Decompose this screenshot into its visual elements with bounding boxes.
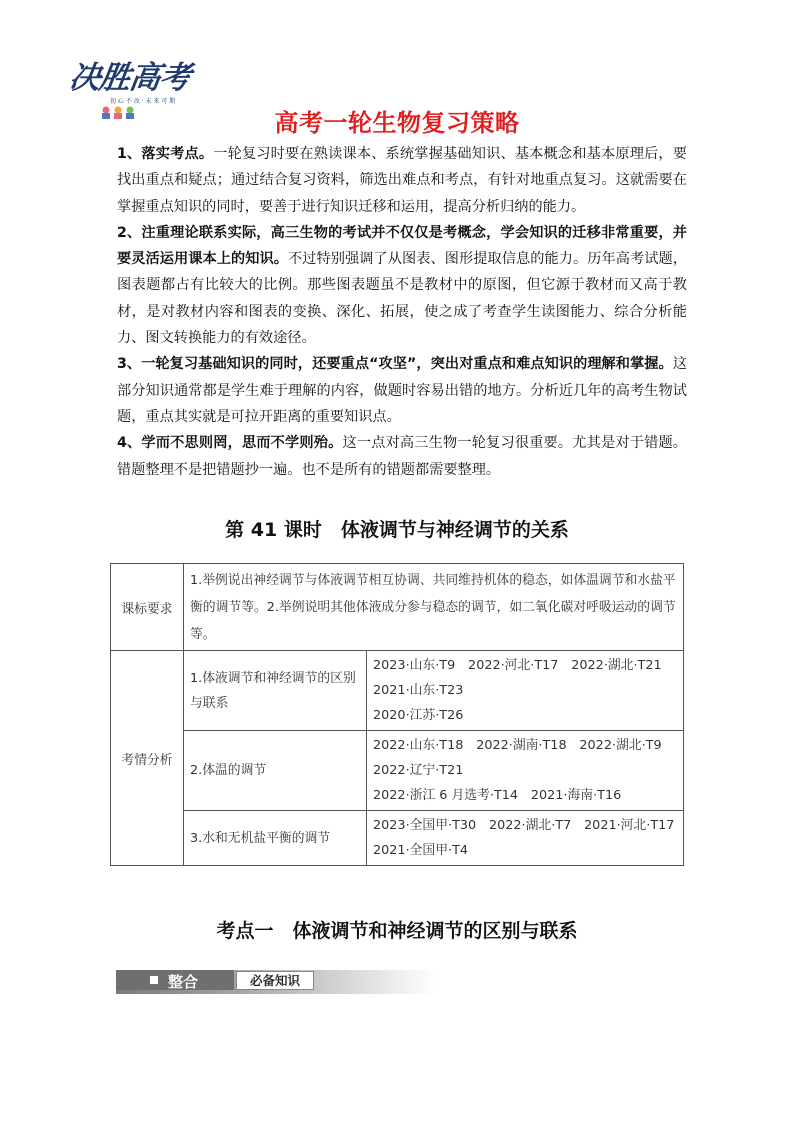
- table-cell-exams: [367, 651, 684, 731]
- section-bar-label: 整合: [168, 973, 199, 991]
- section-bar-tag: 必备知识: [236, 971, 314, 990]
- table-cell-topic: 1.体液调节和神经调节的区别与联系: [184, 651, 367, 731]
- section-title: 考点一 体液调节和神经调节的区别与联系: [216, 920, 578, 942]
- table-row: [111, 651, 684, 731]
- section-bar: [116, 970, 436, 994]
- intro-lead: 4、学而不思则罔，思而不学则殆。: [117, 435, 343, 452]
- exam-line: 2023·全国甲·T30 2022·湖北·T7 2021·河北·T17: [373, 818, 675, 833]
- table-row: [111, 564, 684, 651]
- intro-section: [117, 141, 687, 483]
- exam-line: 2021·山东·T23: [373, 683, 464, 698]
- intro-paragraph-2: [117, 220, 687, 351]
- table-row: [111, 811, 684, 866]
- intro-body: 这一点对高三生物一轮复习很重要。尤其是对于错题。错题整理不是把错题抄一遍。也不是所有的错题都需要整理。: [117, 435, 687, 478]
- intro-paragraph-4: [117, 430, 687, 483]
- square-bullet-icon: [150, 976, 158, 984]
- logo-text: 决胜高考: [66, 60, 193, 96]
- intro-lead: 3、一轮复习基础知识的同时，还要重点“攻坚”，突出对重点和难点知识的理解和掌握。: [117, 356, 673, 373]
- table-cell-exams: [367, 731, 684, 811]
- table-cell-label: 课标要求: [111, 564, 184, 651]
- requirements-table: [110, 563, 684, 866]
- intro-lead: 2、注重理论联系实际，高三生物的考试并不仅仅是考概念，学会知识的迁移非常重要，并要灵活运用课本上的知识。: [117, 224, 687, 268]
- table-cell-topic: 2.体温的调节: [184, 731, 367, 811]
- table-row: [111, 731, 684, 811]
- table-cell-exams: [367, 811, 684, 866]
- exam-line: 2020·江苏·T26: [373, 708, 464, 723]
- intro-body: 这部分知识通常都是学生难于理解的内容，做题时容易出错的地方。分析近几年的高考生物试题，重点其实就是可拉开距离的重要知识点。: [117, 356, 687, 425]
- intro-paragraph-3: [117, 351, 687, 430]
- intro-body: 一轮复习时要在熟读课本、系统掌握基础知识、基本概念和基本原理后，要找出重点和疑点；通过结合复习资料，筛选出难点和考点，有针对地重点复习。这就需要在掌握重点知识的同时，要善于进行知识迁移和运用，提高分析归纳的能力。: [117, 146, 687, 215]
- exam-line: 2021·全国甲·T4: [373, 843, 469, 858]
- lesson-title: 第 41 课时 体液调节与神经调节的关系: [225, 519, 569, 541]
- table-cell-content: 1.举例说出神经调节与体液调节相互协调、共同维持机体的稳态，如体温调节和水盐平衡的调节等。2.举例说明其他体液成分参与稳态的调节，如二氧化碳对呼吸运动的调节等。: [184, 564, 684, 651]
- exam-line: 2022·山东·T18 2022·湖南·T18 2022·湖北·T9: [373, 738, 662, 753]
- page-title: 高考一轮生物复习策略: [274, 109, 520, 137]
- intro-body: 不过特别强调了从图表、图形提取信息的能力。历年高考试题，图表题都占有比较大的比例。那些图表题虽不是教材中的原图，但它源于教材而又高于教材，是对教材内容和图表的变换、深化、拓展，使之成了考查学生读图能力、综合分析能力、图文转换能力的有效途径。: [117, 251, 687, 347]
- exam-line: 2022·浙江 6 月选考·T14 2021·海南·T16: [373, 788, 622, 803]
- table-cell-group-label: 考情分析: [111, 651, 184, 866]
- logo-subtitle: 初 心 不 改 · 未 来 可 期: [110, 98, 176, 105]
- intro-lead: 1、落实考点。: [117, 146, 214, 162]
- table-cell-topic: 3.水和无机盐平衡的调节: [184, 811, 367, 866]
- exam-line: 2023·山东·T9 2022·河北·T17 2022·湖北·T21: [373, 658, 662, 673]
- exam-line: 2022·辽宁·T21: [373, 763, 464, 778]
- intro-paragraph-1: [117, 141, 687, 220]
